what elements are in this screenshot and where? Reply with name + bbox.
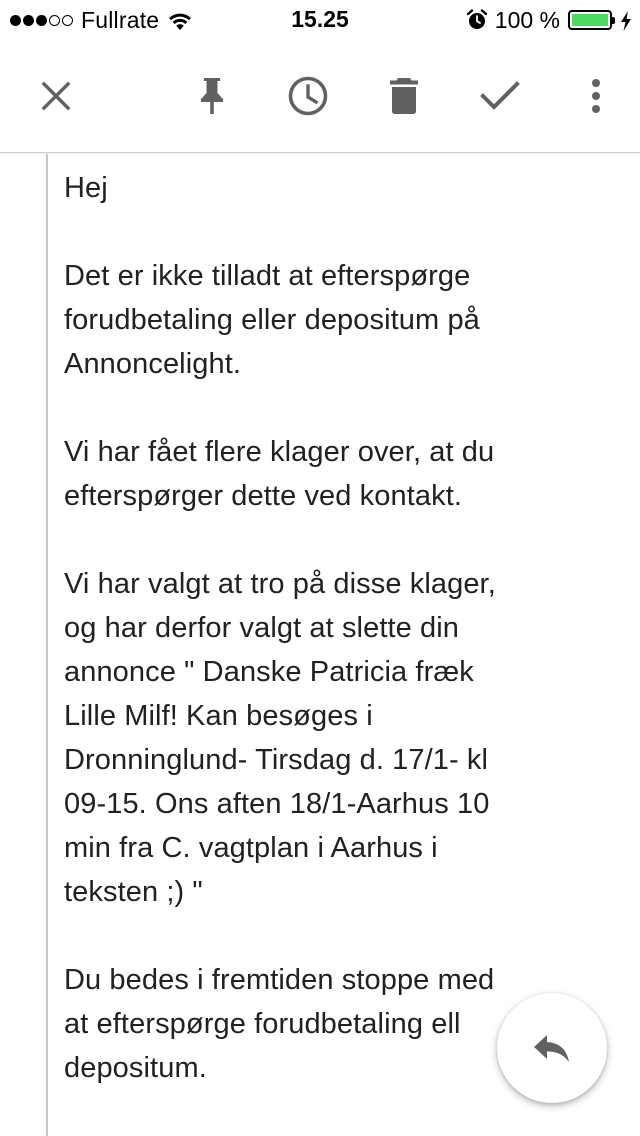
message-line: teksten ;) " [64,876,203,908]
message-line: Det er ikke tilladt at efterspørge [64,260,471,292]
status-time: 15.25 [291,6,349,32]
wifi-icon [167,10,193,30]
alarm-icon [467,9,487,31]
snooze-button[interactable] [280,68,336,124]
message-line: efterspørger dette ved kontakt. [64,480,463,512]
reply-button[interactable] [497,993,607,1103]
message-toolbar [0,40,640,153]
message-line: min fra C. vagtplan i Aarhus i [64,832,438,864]
message-line: annonce " Danske Patricia fræk [64,656,474,688]
more-vert-icon [590,78,602,114]
message-paragraph [64,254,624,386]
message-line: forudbetaling eller depositum på [64,304,480,336]
message-line: Du bedes i fremtiden stoppe med [64,964,495,996]
signal-dot [49,15,60,26]
reply-icon [532,1033,572,1063]
battery-icon [568,10,612,30]
close-button[interactable] [28,68,84,124]
message-line: Annoncelight. [64,348,242,380]
signal-dot [36,15,47,26]
mark-done-button[interactable] [472,68,528,124]
carrier-name: Fullrate [81,6,160,33]
clock-icon [287,75,329,117]
message-body [64,166,624,1134]
charging-bolt-icon [620,10,632,30]
signal-dot [23,15,34,26]
message-line: depositum. [64,1052,207,1084]
message-line: og har derfor valgt at slette din [64,612,460,644]
message-line: at efterspørge forudbetaling ell [64,1008,461,1040]
signal-dot [62,15,73,26]
delete-button[interactable] [376,68,432,124]
status-bar [0,0,640,40]
message-paragraph [64,166,624,210]
message-line: Vi har fået flere klager over, at du [64,436,495,468]
pin-icon [196,76,228,116]
message-paragraph [64,430,624,518]
status-bar-right [467,6,632,34]
trash-icon [388,77,420,115]
message-line: Lille Milf! Kan besøges i [64,700,373,732]
message-line: Hej [64,172,108,204]
signal-strength-indicator [10,15,73,26]
check-icon [480,80,520,112]
pin-button[interactable] [184,68,240,124]
battery-percent: 100 % [494,6,560,33]
message-paragraph [64,562,624,914]
message-line: Dronninglund- Tirsdag d. 17/1- kl [64,744,489,776]
message-line: Vi har valgt at tro på disse klager, [64,568,496,600]
quote-border [46,154,48,1136]
battery-level-fill [572,14,608,26]
more-options-button[interactable] [568,68,624,124]
status-bar-left [10,6,193,34]
close-icon [40,80,72,112]
signal-dot [10,15,21,26]
message-line: 09-15. Ons aften 18/1-Aarhus 10 [64,788,490,820]
